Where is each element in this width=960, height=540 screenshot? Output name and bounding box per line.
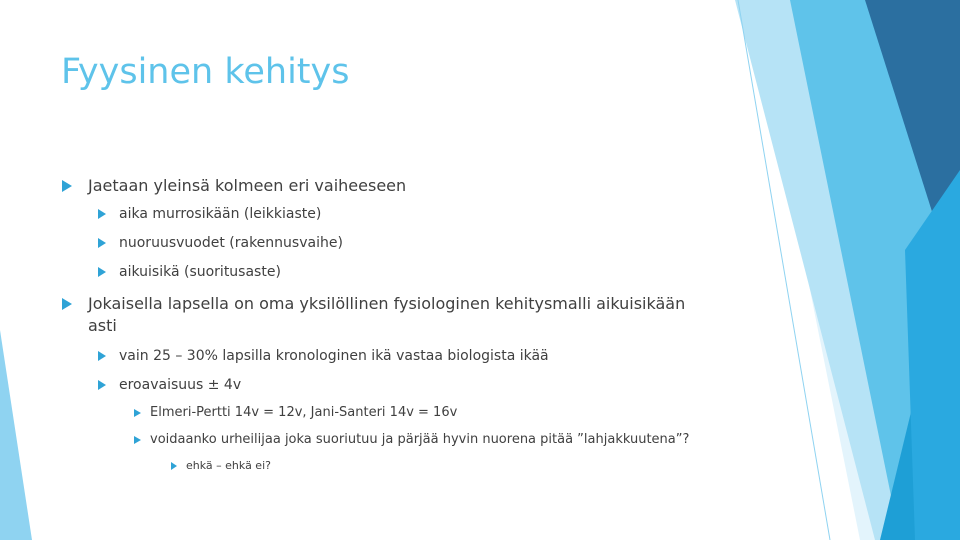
bullet-text: Jaetaan yleinsä kolmeen eri vaiheeseen [88, 176, 407, 195]
bullet-text: vain 25 – 30% lapsilla kronologinen ikä vastaa biologista ikää [119, 348, 549, 364]
bullet-text: Jokaisella lapsella on oma yksilöllinen fysiologinen kehitysmalli aikuisikään [88, 294, 686, 313]
bullet-level2 [119, 233, 343, 253]
bullet-level4 [186, 458, 271, 474]
bullet-arrow-icon [98, 209, 106, 219]
bullet-level2 [119, 346, 549, 366]
bullet-text: eroavaisuus ± 4v [119, 377, 242, 393]
bullet-arrow-icon [98, 267, 106, 277]
bullet-level2 [119, 204, 321, 224]
bullet-text: nuoruusvuodet (rakennusvaihe) [119, 235, 343, 251]
bullet-arrow-icon [134, 409, 141, 417]
bullet-arrow-icon [171, 462, 177, 470]
bullet-arrow-icon [98, 380, 106, 390]
left-corner-triangle [0, 330, 32, 540]
bullet-level2 [119, 375, 241, 395]
bullet-level3 [150, 404, 457, 422]
bullet-text: aikuisikä (suoritusaste) [119, 264, 281, 280]
bullet-arrow-icon [134, 436, 141, 444]
bullet-arrow-icon [62, 180, 72, 192]
bullet-text: aika murrosikään (leikkiaste) [119, 206, 322, 222]
bullet-level2 [119, 262, 281, 282]
bullet-level3 [150, 431, 689, 449]
slide-title: Fyysinen kehitys [61, 52, 350, 92]
bullet-level1 [88, 175, 406, 197]
bullet-text: ehkä – ehkä ei? [186, 459, 271, 472]
bullet-text: Elmeri-Pertti 14v = 12v, Jani-Santeri 14v = 16v [150, 405, 458, 420]
bullet-text: voidaanko urheilijaa joka suoriutuu ja pärjää hyvin nuorena pitää ”lahjakkuutena”? [150, 432, 690, 447]
bullet-level1 [88, 293, 685, 315]
bullet-arrow-icon [62, 298, 72, 310]
bullet-text-continuation: asti [88, 316, 117, 335]
bullet-arrow-icon [98, 351, 106, 361]
bullet-arrow-icon [98, 238, 106, 248]
